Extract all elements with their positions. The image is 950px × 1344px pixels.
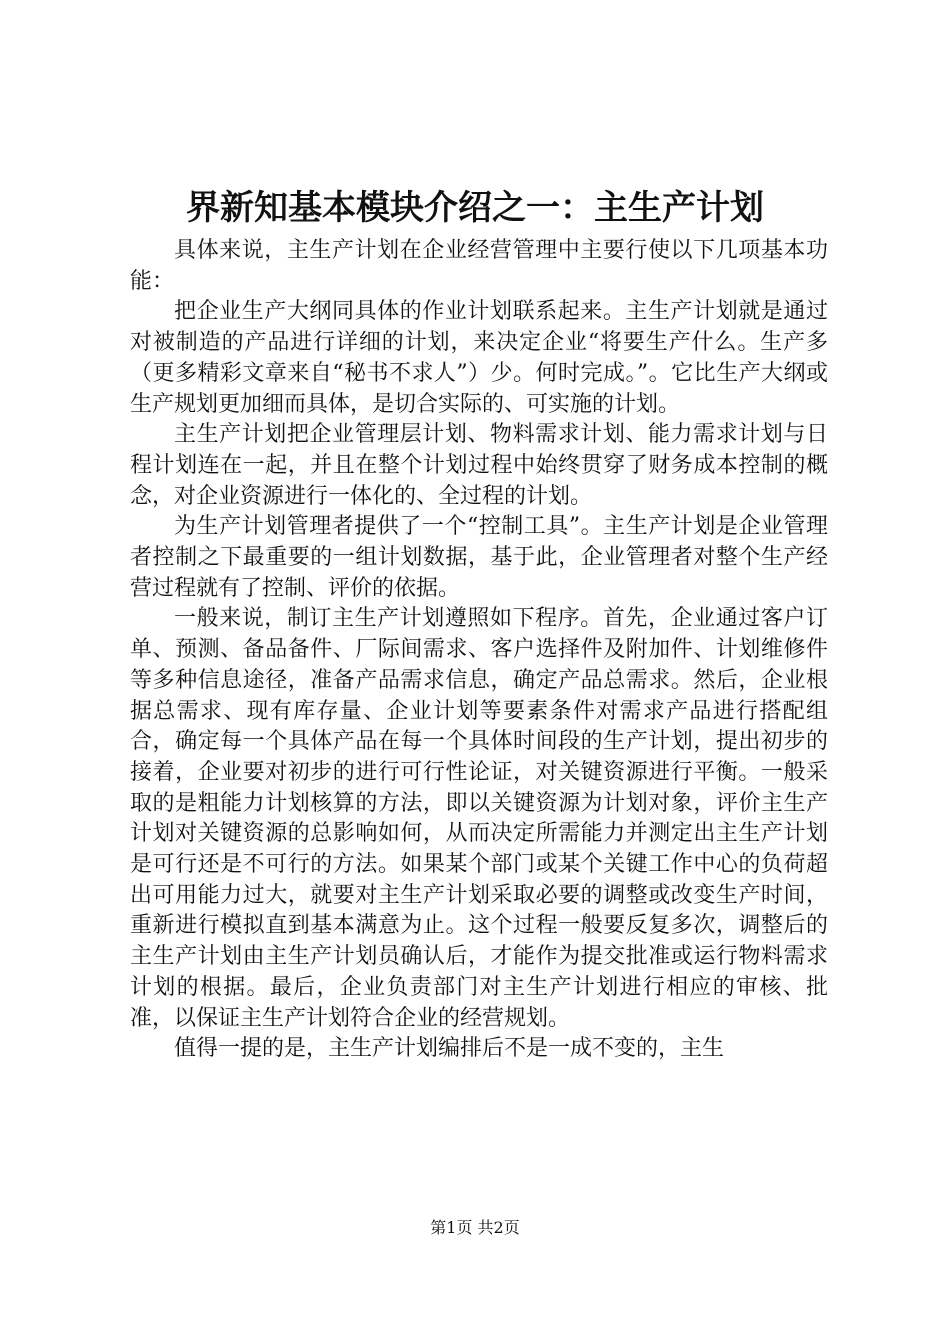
- paragraph-not-fixed: 值得一提的是，主生产计划编排后不是一成不变的，主生: [174, 1036, 725, 1062]
- page-footer: [0, 1216, 950, 1240]
- paragraph-procedure: 一般来说，制订主生产计划遵照如下程序。首先，企业通过客户订单、预测、备品备件、厂际间需求、客户选择件及附加件、计划维修件等多种信息途径，准备产品需求信息，确定产品总需求。然后，企业根据总需求、现有库存量、企业计划等要素条件对需求产品进行搭配组合，确定每一个具体产品在每一个具体时间段的生产计划，提出初步的接着，企业要对初步的进行可行性论证，对关键资源进行平衡。一般采取的是粗能力计划核算的方法，即以关键资源为计划对象，评价主生产计划对关键资源的总影响如何，从而决定所需能力并测定出主生产计划是可行还是不可行的方法。如果某个部门或某个关键工作中心的负荷超出可用能力过大，就要对主生产计划采取必要的调整或改变生产时间，重新进行模拟直到基本满意为止。这个过程一般要反复多次，调整后的主生产计划由主生产计划员确认后，才能作为提交批准或运行物料需求计划的根据。最后，企业负责部门对主生产计划进行相应的审核、批准，以保证主生产计划符合企业的经营规划。: [130, 606, 828, 1031]
- paragraph-functions-intro: 具体来说，主生产计划在企业经营管理中主要行使以下几项基本功能：: [130, 238, 828, 294]
- page-number-label: 第1页 共2页: [430, 1218, 520, 1237]
- paragraph-link-plans: 把企业生产大纲同具体的作业计划联系起来。主生产计划就是通过对被制造的产品进行详细的计划，来决定企业“将要生产什么。生产多（更多精彩文章来自“秘书不求人”）少。何时完成。”。它比生产大纲或生产规划更加细而具体，是切合实际的、可实施的计划。: [130, 299, 828, 417]
- document-body: [130, 236, 828, 1065]
- document-title: 界新知基本模块介绍之一：主生产计划: [186, 188, 764, 228]
- paragraph-control-tool: 为生产计划管理者提供了一个“控制工具”。主生产计划是企业管理者控制之下最重要的一组计划数据，基于此，企业管理者对整个生产经营过程就有了控制、评价的依据。: [130, 514, 828, 601]
- paragraph-integration: 主生产计划把企业管理层计划、物料需求计划、能力需求计划与日程计划连在一起，并且在整个计划过程中始终贯穿了财务成本控制的概念，对企业资源进行一体化的、全过程的计划。: [130, 422, 828, 509]
